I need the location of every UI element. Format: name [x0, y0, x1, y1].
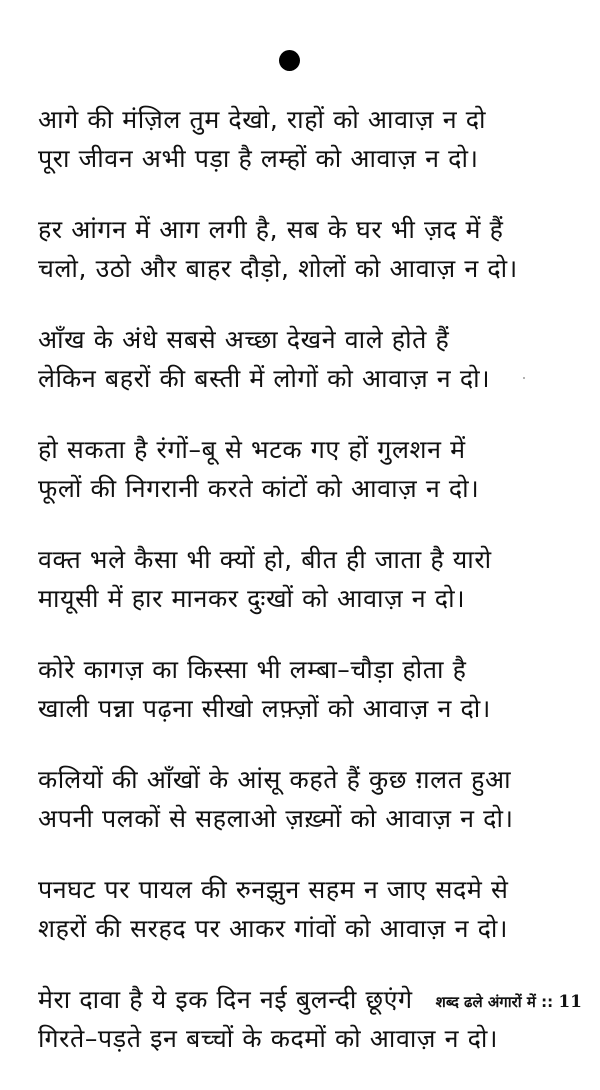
- print-speck: [523, 377, 525, 379]
- poem-line: हर आंगन में आग लगी है, सब के घर भी ज़द में हैं: [38, 215, 504, 244]
- poem-line: मायूसी में हार मानकर दुःखों को आवाज़ न दो।: [38, 584, 466, 613]
- footer-separator: ::: [541, 993, 554, 1011]
- poem-line: पनघट पर पायल की रुनझुन सहम न जाए सदमे से: [38, 875, 509, 904]
- poem-line: अपनी पलकों से सहलाओ ज़ख़्मों को आवाज़ न दो।: [38, 804, 514, 833]
- poem-line: गिरते–पड़ते इन बच्चों के कदमों को आवाज़ न दो।: [38, 1024, 499, 1053]
- book-title: शब्द ढले अंगारों में: [435, 993, 536, 1011]
- poem-line: हो सकता है रंगों–बू से भटक गए हों गुलशन में: [38, 435, 466, 464]
- stanza: [38, 540, 568, 618]
- stanza: [38, 430, 568, 508]
- poem-line: वक्त भले कैसा भी क्यों हो, बीत ही जाता है यारो: [38, 545, 492, 574]
- poem-line: कोरे कागज़ का किस्सा भी लम्बा–चौड़ा होता है: [38, 655, 467, 684]
- stanza: [38, 760, 568, 838]
- poem-line: मेरा दावा है ये इक दिन नई बुलन्दी छूएंगे: [38, 985, 413, 1014]
- poem-line: कलियों की आँखों के आंसू कहते हैं कुछ ग़लत हुआ: [38, 765, 512, 794]
- bullet-ornament: [279, 50, 300, 71]
- page-number: 11: [558, 992, 582, 1012]
- poem-line: शहरों की सरहद पर आकर गांवों को आवाज़ न दो।: [38, 914, 509, 943]
- stanza: [38, 870, 568, 948]
- poem: [38, 100, 568, 1090]
- poem-line: फूलों की निगरानी करते कांटों को आवाज़ न दो।: [38, 474, 480, 503]
- poem-line: आँख के अंधे सबसे अच्छा देखने वाले होते हैं: [38, 325, 450, 354]
- page-footer: [436, 992, 582, 1012]
- stanza: [38, 100, 568, 178]
- poem-line: लेकिन बहरों की बस्ती में लोगों को आवाज़ न दो।: [38, 364, 491, 393]
- poem-line: पूरा जीवन अभी पड़ा है लम्हों को आवाज़ न दो।: [38, 144, 479, 173]
- stanza: [38, 320, 568, 398]
- poem-line: खाली पन्ना पढ़ना सीखो लफ़्ज़ों को आवाज़ न दो।: [38, 694, 491, 723]
- stanza: [38, 210, 568, 288]
- poem-line: चलो, उठो और बाहर दौड़ो, शोलों को आवाज़ न दो।: [38, 254, 518, 283]
- poem-line: आगे की मंज़िल तुम देखो, राहों को आवाज़ न दो: [38, 105, 487, 134]
- stanza: [38, 650, 568, 728]
